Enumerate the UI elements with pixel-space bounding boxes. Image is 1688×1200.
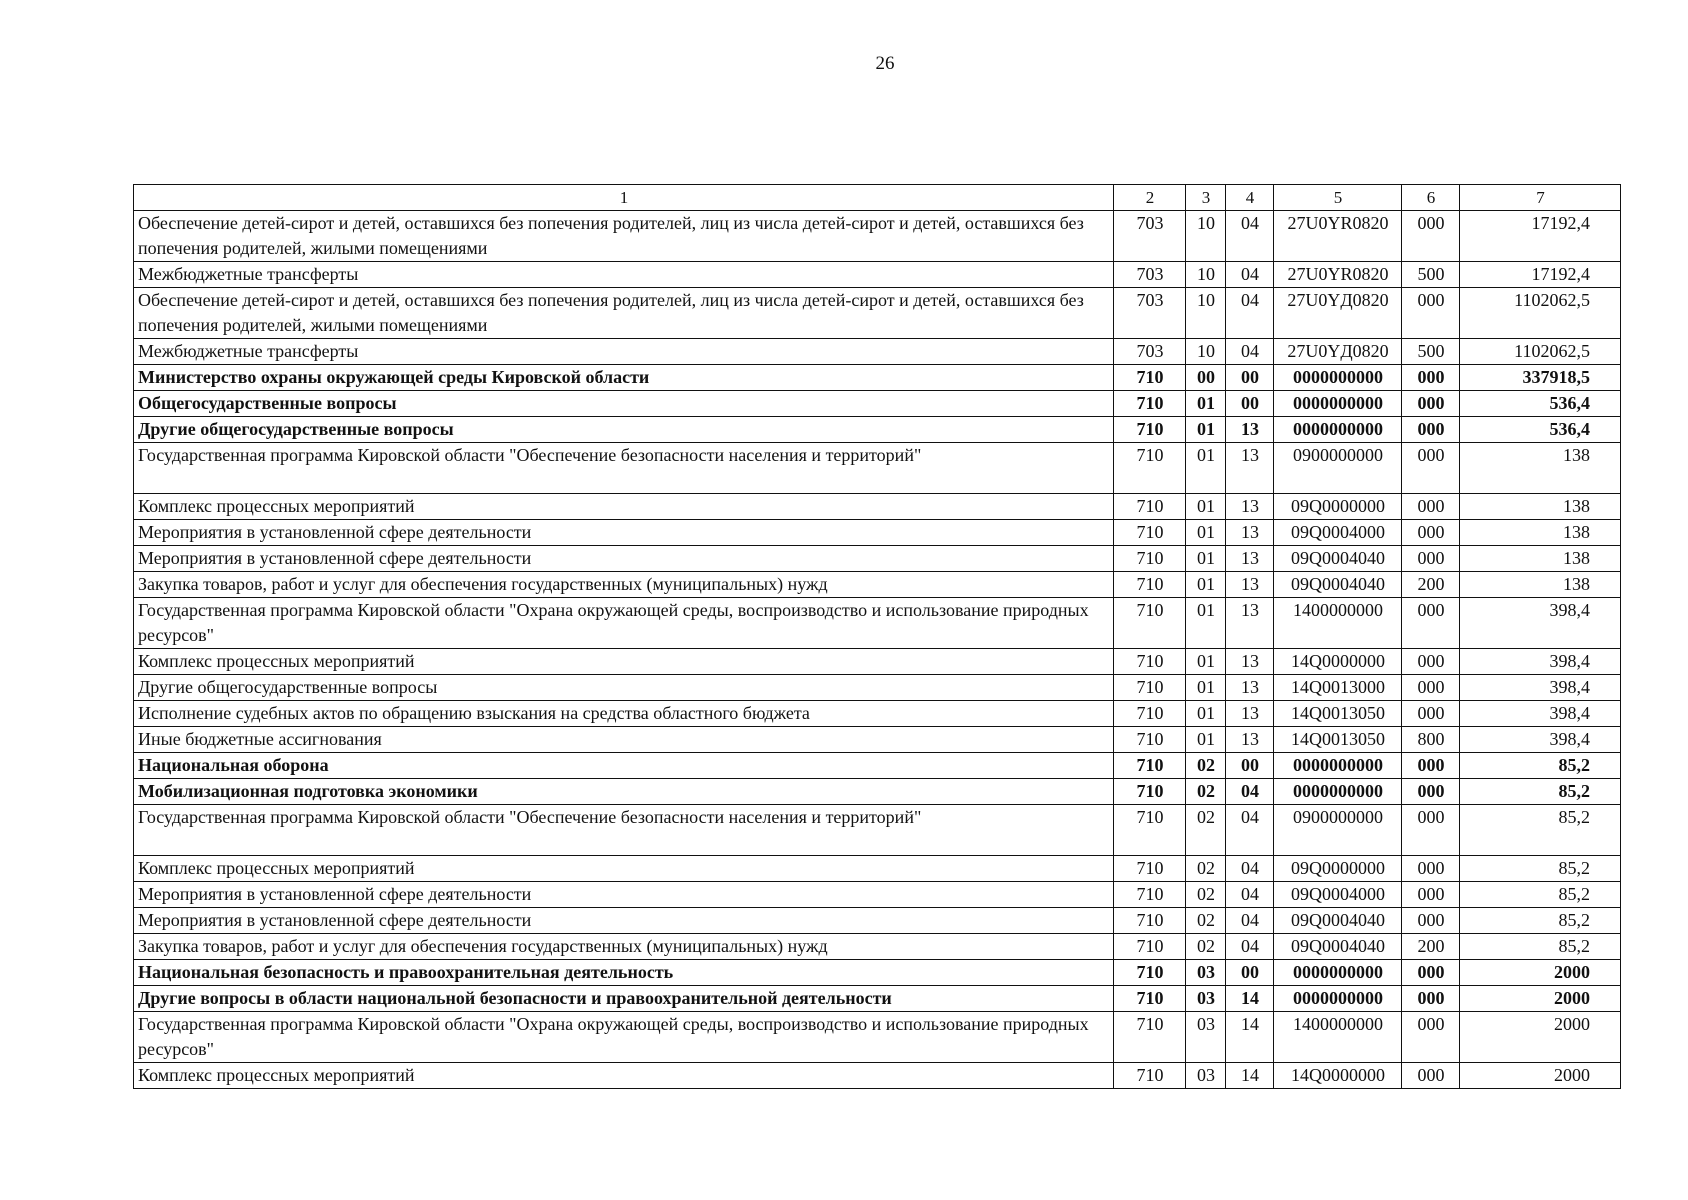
row-name-cell: Мероприятия в установленной сфере деятельности	[134, 546, 1114, 572]
code-cell: 710	[1114, 727, 1186, 753]
row-name-cell: Государственная программа Кировской области "Обеспечение безопасности населения и территорий"	[134, 805, 1114, 856]
row-name-cell: Комплекс процессных мероприятий	[134, 494, 1114, 520]
row-name-cell: Национальная безопасность и правоохранительная деятельность	[134, 960, 1114, 986]
code-cell: 710	[1114, 779, 1186, 805]
expense-type-cell: 000	[1402, 856, 1460, 882]
amount-cell: 398,4	[1460, 727, 1621, 753]
code-cell: 710	[1114, 365, 1186, 391]
table-body	[134, 211, 1621, 1089]
code-cell: 710	[1114, 675, 1186, 701]
section-cell: 02	[1186, 908, 1226, 934]
section-cell: 10	[1186, 288, 1226, 339]
row-name-cell: Национальная оборона	[134, 753, 1114, 779]
row-name-cell: Государственная программа Кировской области "Обеспечение безопасности населения и территорий"	[134, 443, 1114, 494]
table-row	[134, 572, 1621, 598]
code-cell: 710	[1114, 520, 1186, 546]
target-article-cell: 09Q0000000	[1274, 494, 1402, 520]
row-name-cell: Государственная программа Кировской области "Охрана окружающей среды, воспроизводство и использование природных ресурсов"	[134, 598, 1114, 649]
section-cell: 10	[1186, 211, 1226, 262]
section-cell: 02	[1186, 779, 1226, 805]
code-cell: 710	[1114, 494, 1186, 520]
target-article-cell: 09Q0004040	[1274, 908, 1402, 934]
code-cell: 710	[1114, 986, 1186, 1012]
subsection-cell: 13	[1226, 572, 1274, 598]
row-name-cell: Мероприятия в установленной сфере деятельности	[134, 908, 1114, 934]
table-row	[134, 262, 1621, 288]
section-cell: 01	[1186, 572, 1226, 598]
expense-type-cell: 000	[1402, 779, 1460, 805]
expense-type-cell: 000	[1402, 443, 1460, 494]
subsection-cell: 14	[1226, 986, 1274, 1012]
column-header: 6	[1402, 185, 1460, 211]
table-row	[134, 391, 1621, 417]
expense-type-cell: 200	[1402, 572, 1460, 598]
subsection-cell: 04	[1226, 288, 1274, 339]
amount-cell: 1102062,5	[1460, 339, 1621, 365]
table-row	[134, 805, 1621, 856]
section-cell: 10	[1186, 339, 1226, 365]
target-article-cell: 14Q0000000	[1274, 1063, 1402, 1089]
subsection-cell: 04	[1226, 262, 1274, 288]
target-article-cell: 1400000000	[1274, 1012, 1402, 1063]
expense-type-cell: 000	[1402, 365, 1460, 391]
subsection-cell: 13	[1226, 520, 1274, 546]
table-row	[134, 598, 1621, 649]
row-name-cell: Мобилизационная подготовка экономики	[134, 779, 1114, 805]
row-name-cell: Комплекс процессных мероприятий	[134, 856, 1114, 882]
table-row	[134, 339, 1621, 365]
section-cell: 02	[1186, 934, 1226, 960]
table-row	[134, 727, 1621, 753]
target-article-cell: 27U0YR0820	[1274, 262, 1402, 288]
subsection-cell: 13	[1226, 598, 1274, 649]
code-cell: 710	[1114, 1012, 1186, 1063]
amount-cell: 138	[1460, 494, 1621, 520]
code-cell: 710	[1114, 546, 1186, 572]
amount-cell: 85,2	[1460, 753, 1621, 779]
expense-type-cell: 000	[1402, 675, 1460, 701]
expense-type-cell: 000	[1402, 701, 1460, 727]
code-cell: 710	[1114, 572, 1186, 598]
row-name-cell: Закупка товаров, работ и услуг для обеспечения государственных (муниципальных) нужд	[134, 934, 1114, 960]
row-name-cell: Мероприятия в установленной сфере деятельности	[134, 882, 1114, 908]
target-article-cell: 0000000000	[1274, 960, 1402, 986]
code-cell: 710	[1114, 753, 1186, 779]
section-cell: 01	[1186, 675, 1226, 701]
section-cell: 03	[1186, 1012, 1226, 1063]
expense-type-cell: 000	[1402, 805, 1460, 856]
expense-type-cell: 000	[1402, 986, 1460, 1012]
target-article-cell: 0000000000	[1274, 417, 1402, 443]
target-article-cell: 0000000000	[1274, 779, 1402, 805]
expense-type-cell: 000	[1402, 598, 1460, 649]
table-row	[134, 882, 1621, 908]
code-cell: 703	[1114, 339, 1186, 365]
expense-type-cell: 500	[1402, 339, 1460, 365]
column-header: 1	[134, 185, 1114, 211]
section-cell: 01	[1186, 649, 1226, 675]
target-article-cell: 0900000000	[1274, 443, 1402, 494]
row-name-cell: Комплекс процессных мероприятий	[134, 1063, 1114, 1089]
section-cell: 03	[1186, 960, 1226, 986]
table-row	[134, 908, 1621, 934]
section-cell: 01	[1186, 391, 1226, 417]
subsection-cell: 13	[1226, 727, 1274, 753]
expense-type-cell: 000	[1402, 882, 1460, 908]
row-name-cell: Общегосударственные вопросы	[134, 391, 1114, 417]
expense-type-cell: 000	[1402, 494, 1460, 520]
target-article-cell: 0000000000	[1274, 753, 1402, 779]
amount-cell: 398,4	[1460, 675, 1621, 701]
row-name-cell: Другие вопросы в области национальной безопасности и правоохранительной деятельности	[134, 986, 1114, 1012]
amount-cell: 398,4	[1460, 701, 1621, 727]
table-row	[134, 779, 1621, 805]
amount-cell: 1102062,5	[1460, 288, 1621, 339]
table-row	[134, 753, 1621, 779]
amount-cell: 2000	[1460, 1063, 1621, 1089]
amount-cell: 85,2	[1460, 882, 1621, 908]
page-number: 26	[875, 53, 895, 74]
subsection-cell: 00	[1226, 753, 1274, 779]
expense-type-cell: 000	[1402, 288, 1460, 339]
row-name-cell: Министерство охраны окружающей среды Кировской области	[134, 365, 1114, 391]
target-article-cell: 09Q0004040	[1274, 572, 1402, 598]
table-header-row	[134, 185, 1621, 211]
target-article-cell: 0000000000	[1274, 365, 1402, 391]
row-name-cell: Обеспечение детей-сирот и детей, оставшихся без попечения родителей, лиц из числа детей-сирот и детей, оставшихся без попечения родителей, жилыми помещениями	[134, 211, 1114, 262]
amount-cell: 85,2	[1460, 856, 1621, 882]
code-cell: 710	[1114, 882, 1186, 908]
subsection-cell: 13	[1226, 417, 1274, 443]
subsection-cell: 13	[1226, 494, 1274, 520]
subsection-cell: 04	[1226, 856, 1274, 882]
expense-type-cell: 000	[1402, 520, 1460, 546]
code-cell: 710	[1114, 908, 1186, 934]
table-row	[134, 546, 1621, 572]
amount-cell: 2000	[1460, 960, 1621, 986]
code-cell: 710	[1114, 1063, 1186, 1089]
amount-cell: 2000	[1460, 1012, 1621, 1063]
amount-cell: 138	[1460, 443, 1621, 494]
subsection-cell: 04	[1226, 779, 1274, 805]
table-row	[134, 960, 1621, 986]
subsection-cell: 04	[1226, 339, 1274, 365]
row-name-cell: Закупка товаров, работ и услуг для обеспечения государственных (муниципальных) нужд	[134, 572, 1114, 598]
target-article-cell: 09Q0004000	[1274, 520, 1402, 546]
subsection-cell: 04	[1226, 805, 1274, 856]
target-article-cell: 14Q0013050	[1274, 727, 1402, 753]
code-cell: 703	[1114, 211, 1186, 262]
amount-cell: 2000	[1460, 986, 1621, 1012]
expense-type-cell: 000	[1402, 649, 1460, 675]
section-cell: 10	[1186, 262, 1226, 288]
amount-cell: 536,4	[1460, 417, 1621, 443]
target-article-cell: 27U0YД0820	[1274, 288, 1402, 339]
row-name-cell: Исполнение судебных актов по обращению взыскания на средства областного бюджета	[134, 701, 1114, 727]
subsection-cell: 13	[1226, 675, 1274, 701]
target-article-cell: 27U0YД0820	[1274, 339, 1402, 365]
section-cell: 03	[1186, 986, 1226, 1012]
table-row	[134, 494, 1621, 520]
column-header: 3	[1186, 185, 1226, 211]
section-cell: 02	[1186, 882, 1226, 908]
table-row	[134, 417, 1621, 443]
code-cell: 710	[1114, 391, 1186, 417]
section-cell: 01	[1186, 727, 1226, 753]
amount-cell: 85,2	[1460, 908, 1621, 934]
target-article-cell: 14Q0000000	[1274, 649, 1402, 675]
column-header: 5	[1274, 185, 1402, 211]
subsection-cell: 14	[1226, 1063, 1274, 1089]
expense-type-cell: 000	[1402, 391, 1460, 417]
subsection-cell: 04	[1226, 882, 1274, 908]
amount-cell: 85,2	[1460, 934, 1621, 960]
section-cell: 00	[1186, 365, 1226, 391]
subsection-cell: 00	[1226, 960, 1274, 986]
target-article-cell: 27U0YR0820	[1274, 211, 1402, 262]
row-name-cell: Мероприятия в установленной сфере деятельности	[134, 520, 1114, 546]
section-cell: 01	[1186, 417, 1226, 443]
expense-type-cell: 800	[1402, 727, 1460, 753]
row-name-cell: Другие общегосударственные вопросы	[134, 675, 1114, 701]
expense-type-cell: 000	[1402, 1012, 1460, 1063]
amount-cell: 337918,5	[1460, 365, 1621, 391]
expense-type-cell: 000	[1402, 753, 1460, 779]
target-article-cell: 14Q0013000	[1274, 675, 1402, 701]
subsection-cell: 00	[1226, 365, 1274, 391]
code-cell: 703	[1114, 262, 1186, 288]
subsection-cell: 13	[1226, 546, 1274, 572]
code-cell: 703	[1114, 288, 1186, 339]
amount-cell: 138	[1460, 546, 1621, 572]
subsection-cell: 13	[1226, 701, 1274, 727]
code-cell: 710	[1114, 598, 1186, 649]
row-name-cell: Иные бюджетные ассигнования	[134, 727, 1114, 753]
amount-cell: 536,4	[1460, 391, 1621, 417]
subsection-cell: 04	[1226, 908, 1274, 934]
row-name-cell: Межбюджетные трансферты	[134, 339, 1114, 365]
table-row	[134, 443, 1621, 494]
code-cell: 710	[1114, 934, 1186, 960]
target-article-cell: 09Q0000000	[1274, 856, 1402, 882]
code-cell: 710	[1114, 701, 1186, 727]
target-article-cell: 09Q0004000	[1274, 882, 1402, 908]
section-cell: 03	[1186, 1063, 1226, 1089]
amount-cell: 398,4	[1460, 598, 1621, 649]
code-cell: 710	[1114, 805, 1186, 856]
subsection-cell: 00	[1226, 391, 1274, 417]
code-cell: 710	[1114, 649, 1186, 675]
row-name-cell: Обеспечение детей-сирот и детей, оставшихся без попечения родителей, лиц из числа детей-сирот и детей, оставшихся без попечения родителей, жилыми помещениями	[134, 288, 1114, 339]
table-row	[134, 288, 1621, 339]
code-cell: 710	[1114, 417, 1186, 443]
amount-cell: 398,4	[1460, 649, 1621, 675]
table-row	[134, 649, 1621, 675]
table-row	[134, 856, 1621, 882]
table-row	[134, 1063, 1621, 1089]
target-article-cell: 1400000000	[1274, 598, 1402, 649]
column-header: 7	[1460, 185, 1621, 211]
section-cell: 01	[1186, 494, 1226, 520]
code-cell: 710	[1114, 443, 1186, 494]
amount-cell: 138	[1460, 572, 1621, 598]
table-row	[134, 701, 1621, 727]
row-name-cell: Межбюджетные трансферты	[134, 262, 1114, 288]
subsection-cell: 04	[1226, 211, 1274, 262]
section-cell: 01	[1186, 443, 1226, 494]
expense-type-cell: 000	[1402, 1063, 1460, 1089]
amount-cell: 85,2	[1460, 779, 1621, 805]
amount-cell: 17192,4	[1460, 211, 1621, 262]
expense-type-cell: 000	[1402, 908, 1460, 934]
expense-type-cell: 000	[1402, 211, 1460, 262]
row-name-cell: Государственная программа Кировской области "Охрана окружающей среды, воспроизводство и использование природных ресурсов"	[134, 1012, 1114, 1063]
subsection-cell: 04	[1226, 934, 1274, 960]
code-cell: 710	[1114, 960, 1186, 986]
table-row	[134, 1012, 1621, 1063]
table-row	[134, 520, 1621, 546]
column-header: 4	[1226, 185, 1274, 211]
code-cell: 710	[1114, 856, 1186, 882]
target-article-cell: 0000000000	[1274, 986, 1402, 1012]
column-header: 2	[1114, 185, 1186, 211]
expense-type-cell: 000	[1402, 546, 1460, 572]
section-cell: 02	[1186, 805, 1226, 856]
section-cell: 01	[1186, 598, 1226, 649]
target-article-cell: 0000000000	[1274, 391, 1402, 417]
target-article-cell: 0900000000	[1274, 805, 1402, 856]
expense-type-cell: 000	[1402, 960, 1460, 986]
budget-table	[133, 184, 1621, 1089]
table-row	[134, 211, 1621, 262]
section-cell: 02	[1186, 856, 1226, 882]
target-article-cell: 09Q0004040	[1274, 546, 1402, 572]
section-cell: 01	[1186, 520, 1226, 546]
expense-type-cell: 200	[1402, 934, 1460, 960]
expense-type-cell: 000	[1402, 417, 1460, 443]
table-row	[134, 934, 1621, 960]
target-article-cell: 09Q0004040	[1274, 934, 1402, 960]
amount-cell: 138	[1460, 520, 1621, 546]
subsection-cell: 14	[1226, 1012, 1274, 1063]
table-row	[134, 365, 1621, 391]
row-name-cell: Комплекс процессных мероприятий	[134, 649, 1114, 675]
row-name-cell: Другие общегосударственные вопросы	[134, 417, 1114, 443]
amount-cell: 17192,4	[1460, 262, 1621, 288]
table-row	[134, 986, 1621, 1012]
subsection-cell: 13	[1226, 649, 1274, 675]
target-article-cell: 14Q0013050	[1274, 701, 1402, 727]
subsection-cell: 13	[1226, 443, 1274, 494]
table-row	[134, 675, 1621, 701]
expense-type-cell: 500	[1402, 262, 1460, 288]
section-cell: 01	[1186, 546, 1226, 572]
amount-cell: 85,2	[1460, 805, 1621, 856]
section-cell: 01	[1186, 701, 1226, 727]
section-cell: 02	[1186, 753, 1226, 779]
